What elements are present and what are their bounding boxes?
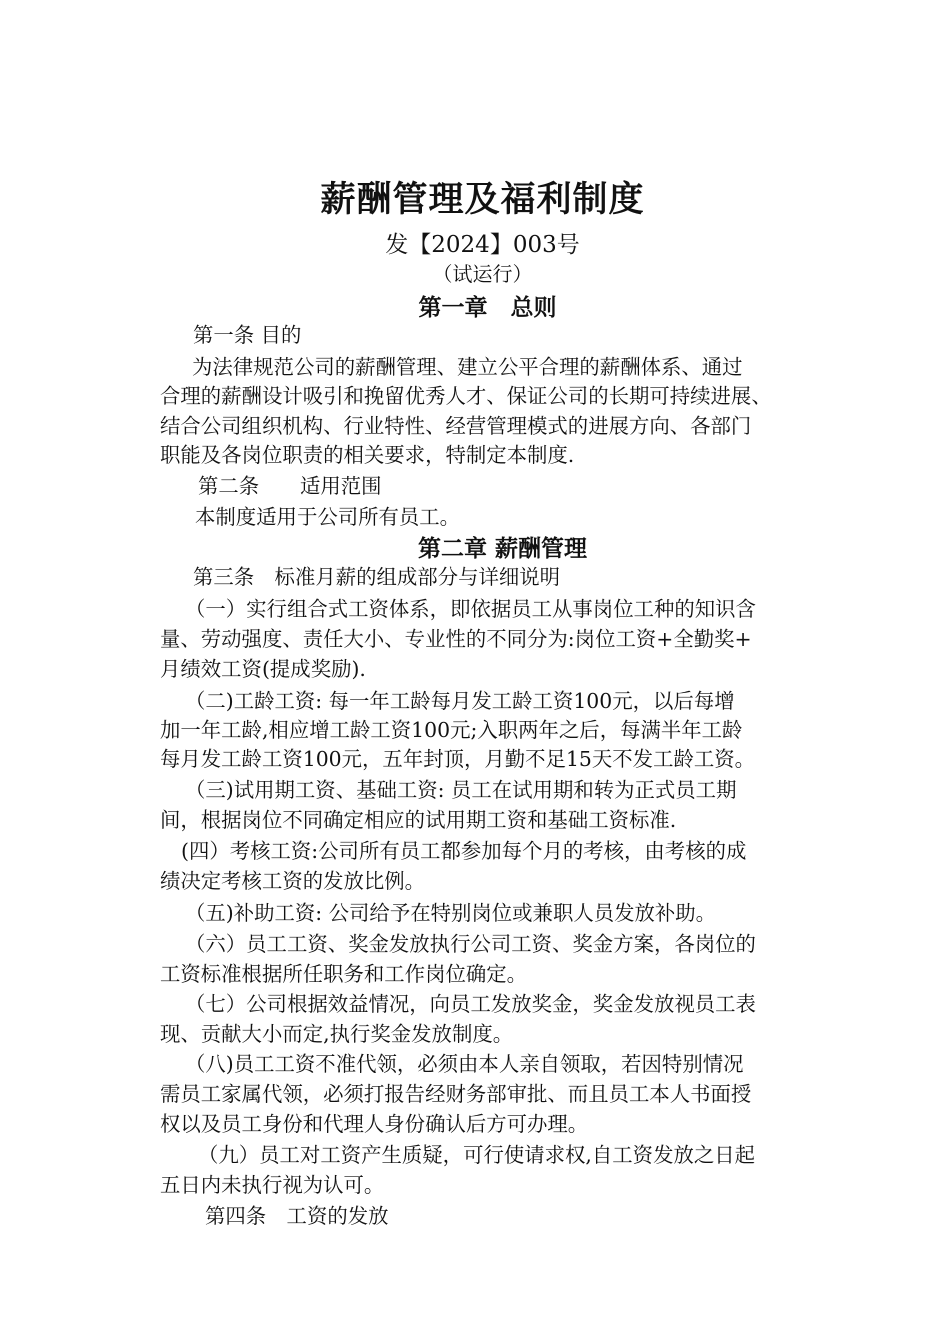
article-1-line-2: 合理的薪酬设计吸引和挽留优秀人才、保证公司的长期可持续进展、 (160, 384, 772, 408)
item-1-line-2: 量、劳动强度、责任大小、专业性的不同分为:岗位工资+全勤奖+ (160, 627, 752, 651)
item-4-line-2: 绩决定考核工资的发放比例。 (160, 869, 426, 893)
trial-note: （试运行） (432, 262, 533, 286)
article-1-line-1: 为法律规范公司的薪酬管理、建立公平合理的薪酬体系、通过 (192, 355, 743, 379)
item-7-line-2: 现、贡献大小而定,执行奖金发放制度。 (160, 1022, 514, 1046)
item-6-line-1: （六）员工工资、奖金发放执行公司工资、奖金方案，各岗位的 (185, 932, 756, 956)
chapter-2-heading: 第二章 薪酬管理 (417, 535, 587, 562)
article-2-heading: 第二条 适用范围 (198, 474, 382, 498)
article-4-heading: 第四条 工资的发放 (205, 1204, 389, 1228)
item-8-line-1: （八)员工工资不准代领，必须由本人亲自领取，若因特别情况 (185, 1052, 744, 1076)
document-title: 薪酬管理及福利制度 (320, 179, 645, 220)
item-2-line-1: （二)工龄工资: 每一年工龄每月发工龄工资100元，以后每增 (185, 689, 735, 713)
article-1-heading: 第一条 目的 (193, 323, 302, 347)
item-9-line-1: （九）员工对工资产生质疑，可行使请求权,自工资发放之日起 (198, 1143, 756, 1167)
item-5-line-1: （五)补助工资: 公司给予在特别岗位或兼职人员发放补助。 (185, 901, 717, 925)
document-number: 发【2024】003号 (385, 232, 580, 258)
item-2-line-2: 加一年工龄,相应增工龄工资100元;入职两年之后，每满半年工龄 (160, 718, 743, 742)
item-2-line-3: 每月发工龄工资100元，五年封顶，月勤不足15天不发工龄工资。 (160, 747, 756, 771)
article-3-heading: 第三条 标准月薪的组成部分与详细说明 (193, 565, 561, 589)
item-3-line-1: （三)试用期工资、基础工资: 员工在试用期和转为正式员工期 (185, 778, 737, 802)
article-2-body: 本制度适用于公司所有员工。 (195, 505, 461, 529)
item-1-line-1: （一）实行组合式工资体系，即依据员工从事岗位工种的知识含 (185, 597, 756, 621)
chapter-1-heading: 第一章 总则 (418, 294, 557, 321)
item-7-line-1: （七）公司根据效益情况，向员工发放奖金，奖金发放视员工表 (185, 992, 756, 1016)
item-4-line-1: (四）考核工资:公司所有员工都参加每个月的考核，由考核的成 (181, 839, 747, 863)
item-3-line-2: 间，根据岗位不同确定相应的试用期工资和基础工资标准. (160, 808, 677, 832)
article-1-line-3: 结合公司组织机构、行业特性、经营管理模式的进展方向、各部门 (160, 414, 752, 438)
item-6-line-2: 工资标准根据所任职务和工作岗位确定。 (160, 962, 528, 986)
article-1-line-4: 职能及各岗位职责的相关要求，特制定本制度. (160, 443, 575, 467)
item-8-line-3: 权以及员工身份和代理人身份确认后方可办理。 (160, 1112, 589, 1136)
item-8-line-2: 需员工家属代领，必须打报告经财务部审批、而且员工本人书面授 (160, 1082, 752, 1106)
item-1-line-3: 月绩效工资(提成奖励). (160, 657, 366, 681)
item-9-line-2: 五日内未执行视为认可。 (160, 1173, 385, 1197)
